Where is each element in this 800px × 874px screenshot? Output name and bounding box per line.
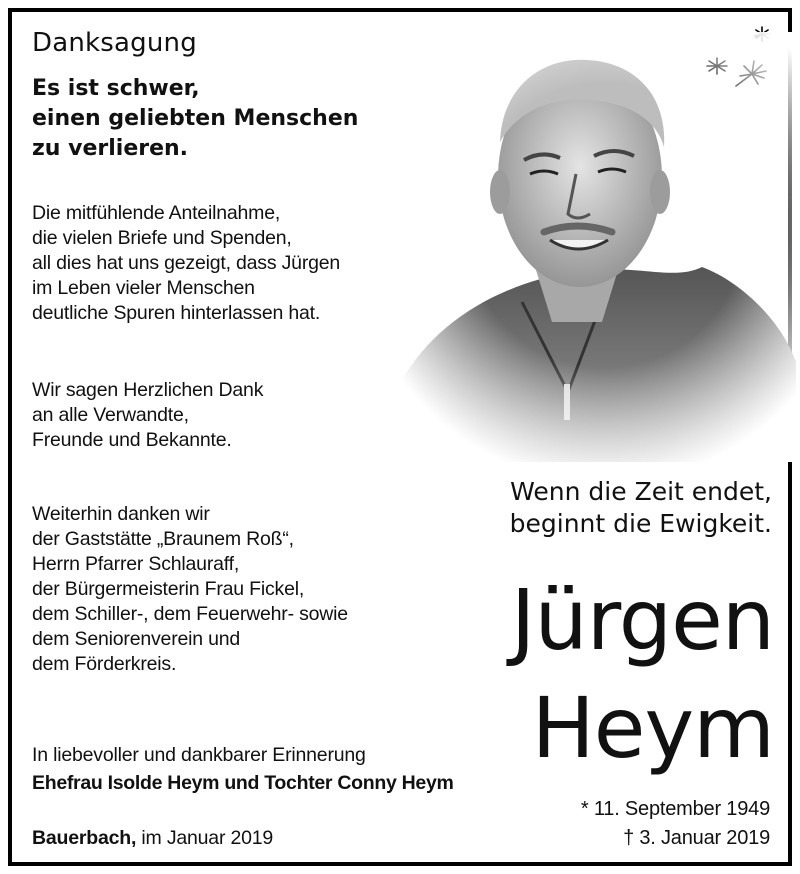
- text-line: deutliche Spuren hinterlassen hat.: [32, 302, 321, 324]
- epitaph: [442, 476, 772, 540]
- text-line: dem Schiller-, dem Feuerwehr- sowie: [32, 603, 348, 625]
- thanks-paragraph: [32, 378, 263, 453]
- quote-block: [32, 74, 358, 164]
- text-line: Weiterhin danken wir: [32, 503, 210, 525]
- text-line: Die mitfühlende Anteilnahme,: [32, 202, 281, 224]
- epitaph-line: Wenn die Zeit endet,: [510, 477, 772, 506]
- text-line: der Bürgermeisterin Frau Fickel,: [32, 578, 305, 600]
- place-date-text: im Januar 2019: [141, 827, 274, 849]
- text-line: im Leben vieler Menschen: [32, 277, 255, 299]
- deceased-first-name: Jürgen: [510, 571, 774, 669]
- obituary-card: [8, 8, 792, 866]
- text-line: die vielen Briefe und Spenden,: [32, 227, 292, 249]
- text-line: dem Seniorenverein und: [32, 628, 241, 650]
- death-date: † 3. Januar 2019: [623, 827, 770, 849]
- birth-date: * 11. September 1949: [580, 798, 770, 820]
- sympathy-paragraph: [32, 201, 340, 326]
- text-line: Freunde und Bekannte.: [32, 429, 232, 451]
- text-line: Wir sagen Herzlichen Dank: [32, 379, 264, 401]
- text-line: an alle Verwandte,: [32, 404, 189, 426]
- signature: Ehefrau Isolde Heym und Tochter Conny Heym: [32, 772, 454, 794]
- portrait-photo: [372, 32, 796, 462]
- quote-line: zu verlieren.: [32, 136, 189, 161]
- quote-line: einen geliebten Menschen: [32, 106, 359, 131]
- place-town: Bauerbach,: [32, 827, 137, 849]
- text-line: dem Förderkreis.: [32, 653, 177, 675]
- further-thanks-paragraph: [32, 502, 348, 677]
- text-line: all dies hat uns gezeigt, dass Jürgen: [32, 252, 341, 274]
- text-line: Herrn Pfarrer Schlauraff,: [32, 553, 240, 575]
- closing-block: [32, 741, 454, 797]
- deceased-last-name: Heym: [531, 679, 774, 777]
- page-title: Danksagung: [32, 28, 197, 58]
- quote-line: Es ist schwer,: [32, 76, 200, 101]
- epitaph-line: beginnt die Ewigkeit.: [509, 509, 772, 538]
- text-line: der Gaststätte „Braunem Roß“,: [32, 528, 294, 550]
- closing-line: In liebevoller und dankbarer Erinnerung: [32, 744, 366, 766]
- place-date: [32, 827, 273, 850]
